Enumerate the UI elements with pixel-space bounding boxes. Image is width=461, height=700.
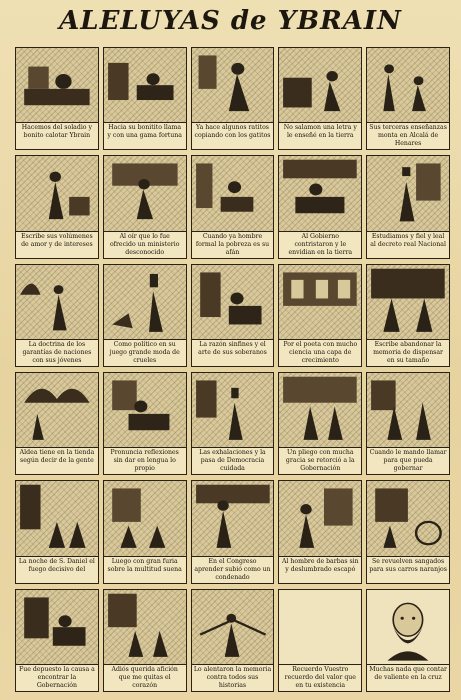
vignette-1-illustration: [16, 48, 98, 123]
vignette-8: [191, 155, 275, 258]
vignette-17-illustration: [104, 373, 186, 448]
vignette-12-caption: Como político en su juego grande moda de crueles: [109, 341, 180, 364]
vignette-9-illustration: [279, 156, 361, 231]
vignette-21-illustration: [16, 481, 98, 556]
vignette-4: [278, 47, 362, 150]
vignette-13: [191, 264, 275, 367]
vignette-11-illustration: [16, 265, 98, 340]
vignette-28-illustration: [192, 590, 274, 665]
vignette-11-caption: La doctrina de los garantías de naciones con sus jóvenes: [22, 341, 92, 364]
vignette-14-illustration: [279, 265, 361, 340]
vignette-9-caption: Al Gobierno contristaron y le envidian en la tierra: [288, 232, 353, 256]
vignette-15-illustration: [367, 265, 449, 340]
vignette-15: [366, 264, 450, 367]
vignette-10-caption: Estudiamos y fiel y leal al decreto real Nacional: [370, 232, 446, 248]
vignette-24: [278, 480, 362, 583]
vignette-12: [103, 264, 187, 367]
vignette-20: [366, 372, 450, 475]
vignette-25: [366, 480, 450, 583]
vignette-7-caption: Al oír que lo fue ofrecido un ministerio desconocido: [109, 232, 180, 256]
vignette-16: [15, 372, 99, 475]
vignette-26-caption: Fue depuesto la causa a encontrar la Gobernación: [19, 666, 95, 689]
vignette-16-illustration: [16, 373, 98, 448]
vignette-13-caption: La razón sinfines y el arte de sus soberanos: [198, 341, 267, 356]
vignette-13-illustration: [192, 265, 274, 340]
vignette-3-illustration: [192, 48, 274, 123]
vignette-6: [15, 155, 99, 258]
vignette-24-caption: Al hombre de barbas sin y deslumbrado escapó: [281, 557, 359, 573]
vignette-14-caption: Por el poeta con mucho ciencia una capa de crecimiento: [283, 341, 358, 364]
vignette-28-caption: Lo alentaron la memoria contra todos sus historias: [193, 666, 272, 689]
vignette-21: [15, 480, 99, 583]
vignette-7-illustration: [104, 156, 186, 231]
vignette-10: [366, 155, 450, 258]
page-title: ALELUYAS de YBRAIN: [59, 6, 402, 36]
vignette-22-illustration: [104, 481, 186, 556]
vignette-27: [103, 589, 187, 692]
vignette-18-caption: Las exhalaciones y la pasa de Democracia cuidada: [199, 449, 266, 473]
vignette-17-caption: Pronuncia reflexiones sin dar en lengua lo propio: [110, 449, 179, 473]
vignette-22: [103, 480, 187, 583]
vignette-6-caption: Escribe sus volúmenes de amor y de intereses: [21, 232, 93, 248]
vignette-16-caption: Aldea tiene en la tienda según decir de la gente: [19, 449, 95, 465]
vignette-21-caption: La noche de S. Daniel el fuego decisivo del: [18, 557, 95, 573]
vignette-29-caption: Recuerdo Vuestro recuerdo del valor que en tu existencia: [284, 666, 356, 689]
vignette-26-illustration: [16, 590, 98, 665]
vignette-4-illustration: [279, 48, 361, 123]
vignette-14: [278, 264, 362, 367]
vignette-4-caption: No salamon una letra y le enseñé en la tierra: [283, 124, 357, 140]
vignette-29-illustration: [279, 590, 361, 665]
vignette-5-caption: Sus terceras enseñanzas monta en Alcalá de Henares: [369, 124, 447, 148]
vignette-10-illustration: [367, 156, 449, 231]
vignette-23-illustration: [192, 481, 274, 556]
vignette-25-illustration: [367, 481, 449, 556]
vignette-8-caption: Cuando ya hombre formal la pobreza es su afán: [195, 232, 270, 256]
vignette-11: [15, 264, 99, 367]
vignette-20-caption: Cuando le mando llamar para que pueda gobernar: [369, 449, 447, 473]
vignette-3-caption: Ya hace algunos ratitos copiando con los gatitos: [194, 124, 271, 140]
vignette-6-illustration: [16, 156, 98, 231]
vignette-1-caption: Hacemos del soladio y bonito calotar Ybrain: [21, 124, 92, 140]
vignette-26: [15, 589, 99, 692]
vignette-20-illustration: [367, 373, 449, 448]
vignette-5: [366, 47, 450, 150]
vignette-17: [103, 372, 187, 475]
vignette-24-illustration: [279, 481, 361, 556]
vignette-7: [103, 155, 187, 258]
vignette-12-illustration: [104, 265, 186, 340]
vignette-8-illustration: [192, 156, 274, 231]
vignette-9: [278, 155, 362, 258]
vignette-27-illustration: [104, 590, 186, 665]
vignette-19: [278, 372, 362, 475]
vignette-23: [191, 480, 275, 583]
vignette-5-illustration: [367, 48, 449, 123]
vignette-25-caption: Se revuelven sangados para sus carros naranjos: [369, 557, 447, 573]
vignette-19-caption: Un pliego con mucha gracia se retorció a la Gobernación: [285, 449, 355, 473]
vignette-30-caption: Muchas nada que contar de valiente en la cruz: [369, 666, 447, 681]
vignette-29: [278, 589, 362, 692]
vignette-18-illustration: [192, 373, 274, 448]
vignette-30: [366, 589, 450, 692]
vignette-2-caption: Hacia su bonitito llama y con una gama fortuna: [107, 124, 182, 140]
vignette-15-caption: Escribe abandonar la memoria de dispensar en su tamaño: [373, 341, 444, 364]
vignette-18: [191, 372, 275, 475]
vignette-23-caption: En el Congreso aprender subió como un condenado: [194, 557, 271, 581]
vignette-1: [15, 47, 99, 150]
vignette-19-illustration: [279, 373, 361, 448]
vignette-27-caption: Adiós querida afición que me quitas el corazón: [111, 666, 178, 689]
vignette-22-caption: Luego con gran furia sobre la multitud suena: [107, 557, 182, 573]
vignette-2-illustration: [104, 48, 186, 123]
vignette-grid: [15, 47, 450, 692]
vignette-2: [103, 47, 187, 150]
vignette-28: [191, 589, 275, 692]
vignette-3: [191, 47, 275, 150]
vignette-30-portrait: [367, 590, 449, 665]
